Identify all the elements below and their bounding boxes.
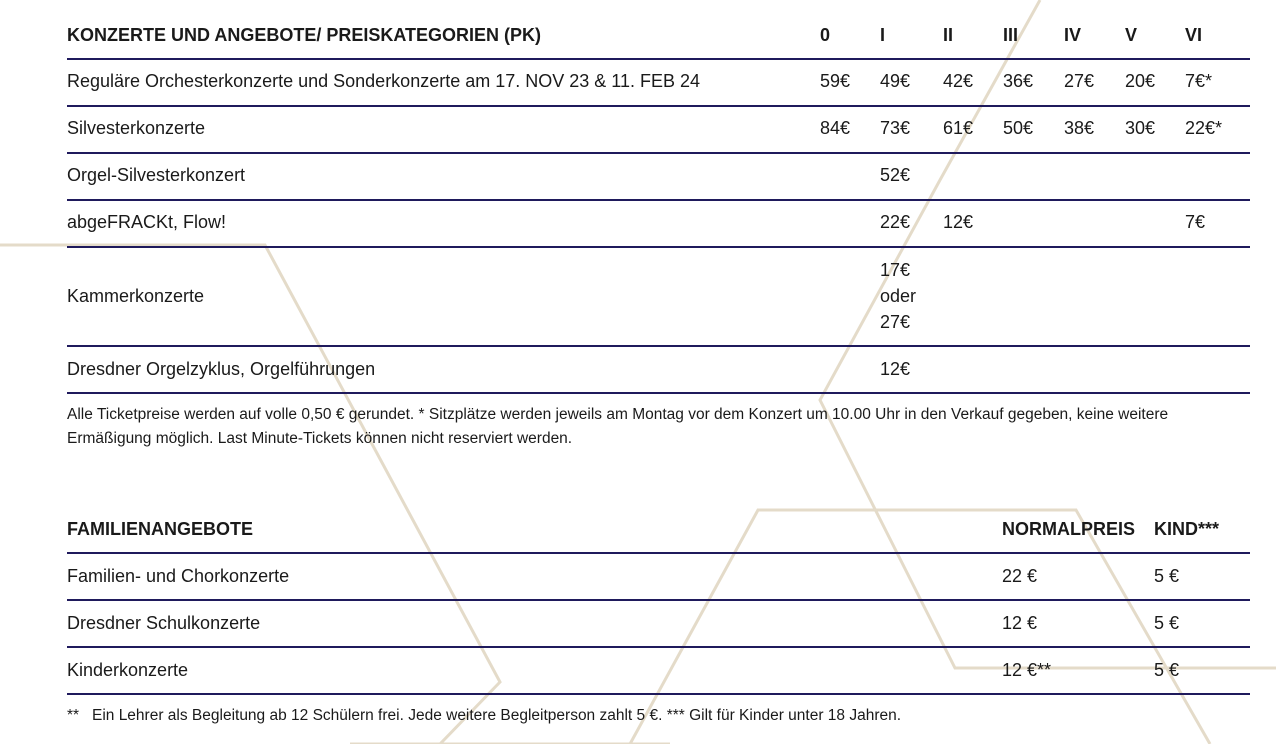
- category-header: V: [1125, 25, 1138, 45]
- category-header: IV: [1064, 25, 1082, 45]
- price-cell: 38€: [1064, 118, 1095, 138]
- concert-name: Reguläre Orchesterkonzerte und Sonderkonzerte am 17. NOV 23 & 11. FEB 24: [67, 71, 701, 91]
- concerts-header-row: [67, 18, 1250, 60]
- family-offer-name: Familien- und Chorkonzerte: [67, 566, 290, 586]
- price-cell: 49€: [880, 71, 911, 91]
- price-cell: 84€: [820, 118, 851, 138]
- family-offer-name: Kinderkonzerte: [67, 660, 189, 680]
- price-cell: 7€*: [1185, 71, 1213, 91]
- price-cell: 42€: [943, 71, 974, 91]
- price-cell: 7€: [1185, 212, 1206, 232]
- normal-price: 12 €**: [1002, 660, 1052, 680]
- normal-price-header: NORMALPREIS: [1002, 519, 1136, 539]
- price-cell: 27€: [880, 312, 911, 332]
- table-row: [67, 648, 1250, 695]
- price-cell: 73€: [880, 118, 911, 138]
- price-cell: 17€: [880, 260, 911, 280]
- category-header: I: [880, 25, 886, 45]
- concert-name: abgeFRACKt, Flow!: [67, 212, 227, 232]
- table-row: [67, 60, 1250, 107]
- family-footnote: ** Ein Lehrer als Begleitung ab 12 Schülern frei. Jede weitere Begleitperson zahlt 5 €. *** Gilt für Kinder unter 18 Jahren.: [67, 707, 902, 724]
- price-cell: 20€: [1125, 71, 1156, 91]
- family-title: FAMILIENANGEBOTE: [67, 519, 254, 539]
- table-row: [67, 154, 1250, 201]
- price-cell: 12€: [880, 359, 911, 379]
- table-row: [67, 201, 1250, 248]
- normal-price: 12 €: [1002, 613, 1038, 633]
- price-cell: 59€: [820, 71, 851, 91]
- concert-name: Kammerkonzerte: [67, 286, 205, 306]
- price-cell: 61€: [943, 118, 974, 138]
- price-cell: 22€*: [1185, 118, 1223, 138]
- family-header-row: [67, 511, 1250, 554]
- child-price: 5 €: [1154, 566, 1180, 586]
- concerts-title: KONZERTE UND ANGEBOTE/ PREISKATEGORIEN (PK): [67, 25, 542, 45]
- table-row: [67, 554, 1250, 601]
- child-price-header: KIND***: [1154, 519, 1220, 539]
- price-cell: 50€: [1003, 118, 1034, 138]
- price-cell: 22€: [880, 212, 911, 232]
- normal-price: 22 €: [1002, 566, 1038, 586]
- table-row: [67, 347, 1250, 394]
- category-header: 0: [820, 25, 831, 45]
- price-cell: 12€: [943, 212, 974, 232]
- concert-name: Dresdner Orgelzyklus, Orgelführungen: [67, 359, 376, 379]
- concert-name: Orgel-Silvesterkonzert: [67, 165, 246, 185]
- category-header: III: [1003, 25, 1019, 45]
- price-cell: 52€: [880, 165, 911, 185]
- category-header: VI: [1185, 25, 1203, 45]
- price-cell: 30€: [1125, 118, 1156, 138]
- table-row: [67, 601, 1250, 648]
- table-row: [67, 248, 1250, 347]
- concert-name: Silvesterkonzerte: [67, 118, 206, 138]
- price-cell: oder: [880, 286, 917, 306]
- family-offer-name: Dresdner Schulkonzerte: [67, 613, 261, 633]
- concerts-footnote: Alle Ticketpreise werden auf volle 0,50 € gerundet. * Sitzplätze werden jeweils am Montag vor dem Konzert um 10.00 Uhr in den Verkauf gegeben, keine weitere Ermäßigung möglich. Last Minute-Tickets können nicht reserviert werden.: [67, 406, 1169, 447]
- price-cell: 27€: [1064, 71, 1095, 91]
- child-price: 5 €: [1154, 613, 1180, 633]
- category-header: II: [943, 25, 954, 45]
- price-cell: 36€: [1003, 71, 1034, 91]
- child-price: 5 €: [1154, 660, 1180, 680]
- table-row: [67, 107, 1250, 154]
